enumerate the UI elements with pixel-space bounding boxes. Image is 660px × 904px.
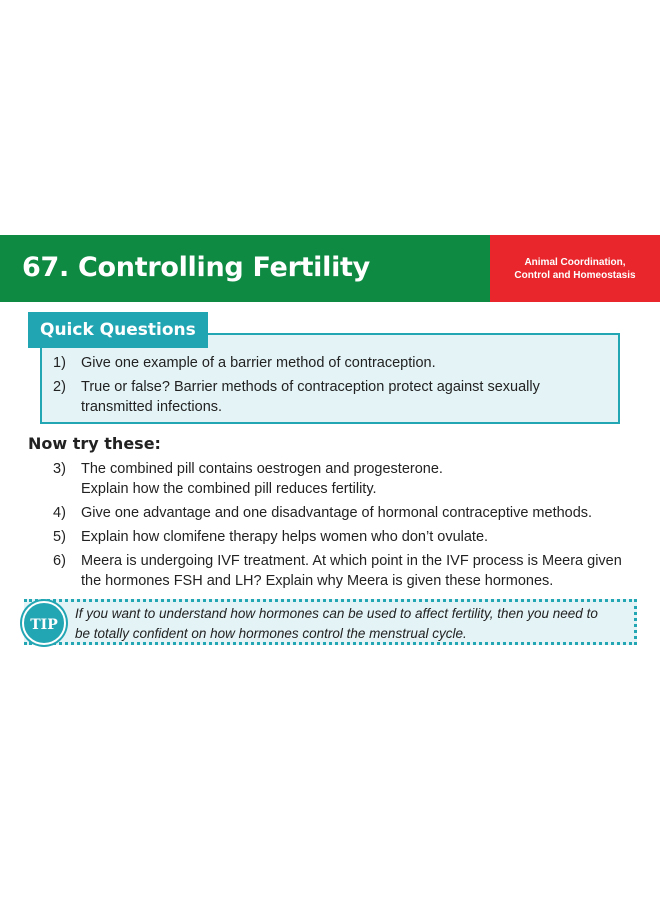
question-line: Give one advantage and one disadvantage of hormonal contraceptive methods.	[81, 505, 593, 521]
question-line: True or false? Barrier methods of contraception protect against sexually	[81, 379, 540, 395]
question-number: 6)	[53, 553, 66, 569]
question-line: the hormones FSH and LH? Explain why Meera is given these hormones.	[81, 573, 554, 589]
question-line: Explain how the combined pill reduces fertility.	[81, 481, 377, 497]
topic-label	[490, 256, 660, 282]
question-text	[81, 459, 443, 499]
question-number: 4)	[53, 505, 66, 521]
question-line: Meera is undergoing IVF treatment. At which point in the IVF process is Meera given	[81, 553, 622, 569]
question-text	[81, 527, 488, 547]
page-title: 67. Controlling Fertility	[22, 252, 370, 283]
question-line: The combined pill contains oestrogen and progesterone.	[81, 461, 443, 477]
question-text	[81, 503, 592, 523]
question-number: 2)	[53, 379, 66, 395]
topic-line-1: Animal Coordination,	[524, 257, 626, 268]
question-number: 5)	[53, 529, 66, 545]
topic-banner	[490, 235, 660, 302]
question-text	[81, 377, 540, 417]
question-number: 1)	[53, 355, 66, 371]
now-try-heading: Now try these:	[28, 434, 161, 453]
question-line: transmitted infections.	[81, 399, 223, 415]
title-banner	[0, 235, 490, 302]
tip-line: be totally confident on how hormones control the menstrual cycle.	[75, 626, 467, 641]
question-line: Explain how clomifene therapy helps women who don’t ovulate.	[81, 529, 489, 545]
tip-text	[75, 604, 598, 644]
topic-line-2: Control and Homeostasis	[514, 270, 636, 281]
question-number: 3)	[53, 461, 66, 477]
question-text	[81, 551, 622, 591]
question-text	[81, 353, 436, 373]
question-line: Give one example of a barrier method of contraception.	[81, 355, 436, 371]
quick-questions-heading: Quick Questions	[28, 312, 208, 348]
page-header	[0, 235, 660, 302]
tip-badge-icon: TIP	[22, 601, 66, 645]
tip-line: If you want to understand how hormones can be used to affect fertility, then you need to	[75, 606, 598, 621]
